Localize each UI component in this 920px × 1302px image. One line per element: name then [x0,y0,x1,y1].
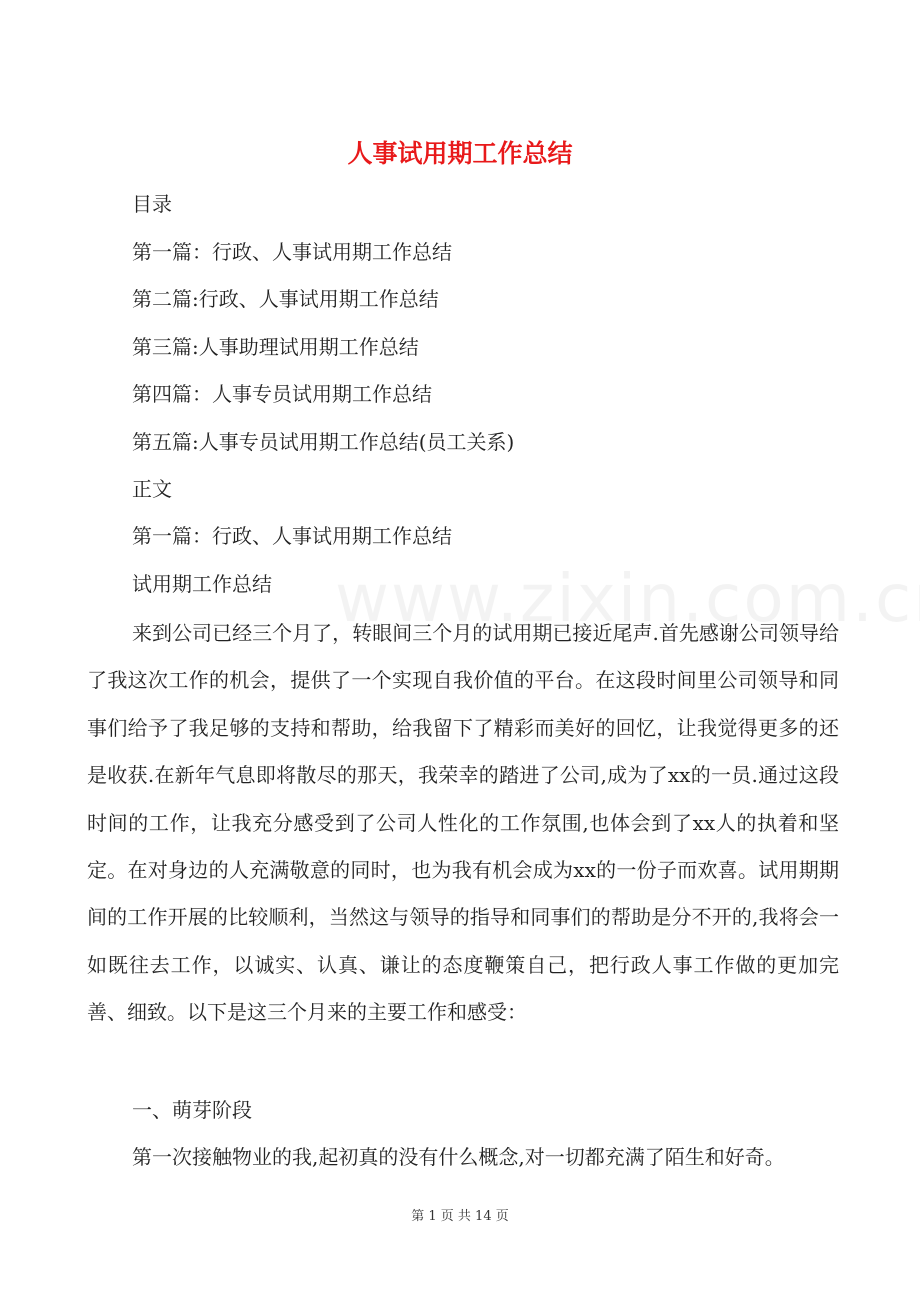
toc-item-1: 第一篇：行政、人事试用期工作总结 [132,240,452,264]
body-heading: 正文 [132,477,172,501]
body-line: 第一次接触物业的我,起初真的没有什么概念,对一切都充满了陌生和好奇。 [132,1145,785,1169]
section-title: 试用期工作总结 [132,572,272,596]
toc-item-5: 第五篇:人事专员试用期工作总结(员工关系) [132,430,515,454]
toc-heading: 目录 [132,192,172,216]
toc-item-4: 第四篇：人事专员试用期工作总结 [132,382,432,406]
document-title: 人事试用期工作总结 [347,139,573,168]
subsection-heading: 一、萌芽阶段 [132,1098,252,1122]
toc-item-3: 第三篇:人事助理试用期工作总结 [132,335,419,359]
page-footer: 第 1 页 共 14 页 [411,1209,509,1224]
toc-item-2: 第二篇:行政、人事试用期工作总结 [132,287,439,311]
body-paragraph: 来到公司已经三个月了，转眼间三个月的试用期已接近尾声.首先感谢公司领导给了我这次工作的机会，提供了一个实现自我价值的平台。在这段时间里公司领导和同事们给予了我足够的支持和帮助，给我留下了精彩而美好的回忆，让我觉得更多的还是收获.在新年气息即将散尽的那天，我荣幸的踏进了公司,成为了xx的一员.通过这段时间的工作，让我充分感受到了公司人性化的工作氛围,也体会到了xx人的执着和坚定。在对身边的人充满敬意的同时，也为我有机会成为xx的一份子而欢喜。试用期期间的工作开展的比较顺利，当然这与领导的指导和同事们的帮助是分不开的,我将会一如既往去工作，以诚实、认真、谦让的态度鞭策自己，把行政人事工作做的更加完善、细致。以下是这三个月来的主要工作和感受： [87,621,839,1025]
chapter-title: 第一篇：行政、人事试用期工作总结 [132,524,452,548]
